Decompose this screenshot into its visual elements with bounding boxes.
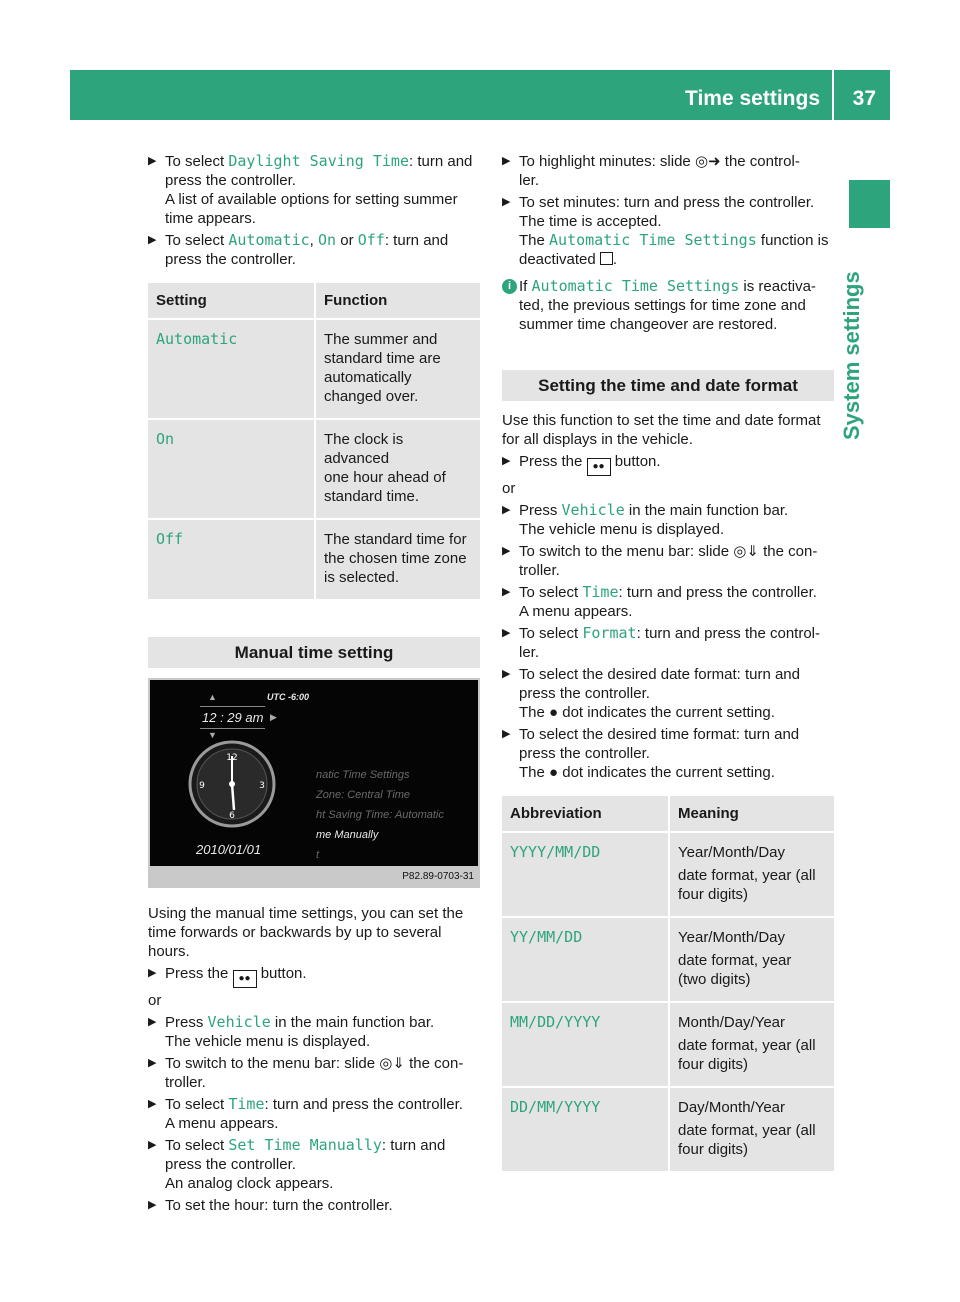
step-arrow-icon: ▶ (502, 504, 511, 516)
figure-caption: P82.89-0703-31 (402, 871, 474, 882)
table-cell-code: MM/DD/YYYY (510, 1013, 601, 1031)
step-arrow-icon: ▶ (148, 1139, 157, 1151)
menu-line: Zone: Central Time (316, 789, 411, 801)
option-off: Off (357, 231, 385, 249)
time-readout: 12 : 29 am (200, 706, 265, 729)
car-button-icon: ●● (233, 970, 257, 988)
step-time-format: ▶ To select the desired time format: turn and press the controller. The ● dot indicates the current setting. (502, 726, 800, 781)
menu-item-time: Time (582, 583, 619, 601)
step-date-format: ▶ To select the desired date format: turn and press the controller. The ● dot indicates the current setting. (502, 666, 800, 721)
clock-digit: 12 (226, 753, 238, 763)
right-column (502, 152, 834, 1171)
step-arrow-icon: ▶ (148, 1098, 157, 1110)
menu-item-automatic-time-settings: Automatic Time Settings (531, 277, 740, 295)
step-arrow-icon: ▶ (148, 1199, 157, 1211)
table-header-cell: Meaning (669, 796, 834, 832)
step-set-hour: ▶ To set the hour: turn the controller. (148, 1197, 393, 1214)
step-switch-menu-bar: ▶ To switch to the menu bar: slide ◎⇓ the con- troller. (502, 543, 818, 579)
page-title: Time settings (685, 87, 820, 110)
step-highlight-minutes: ▶ To highlight minutes: slide ◎➜ the control- ler. (502, 153, 800, 189)
clock-digit: 6 (229, 811, 235, 821)
table-cell-code: YY/MM/DD (510, 928, 583, 946)
step-arrow-icon: ▶ (502, 545, 511, 557)
table-row: On The clock is advanced one hour ahead of standard time. (148, 419, 480, 519)
table-cell-code: Off (156, 530, 184, 548)
menu-item-set-time-manually: Set Time Manually (228, 1136, 382, 1154)
setting-function-table (148, 283, 480, 599)
menu-line: t (316, 849, 320, 861)
table-row: MM/DD/YYYY Month/Day/Year date format, year (all four digits) (502, 1002, 834, 1087)
side-tab-label: System settings (839, 271, 864, 440)
display-screen (150, 680, 478, 866)
step-switch-menu-bar: ▶ To switch to the menu bar: slide ◎⇓ the con- troller. (148, 1055, 464, 1091)
menu-item-time: Time (228, 1095, 265, 1113)
step-daylight-saving: ▶ To select Daylight Saving Time: turn and press the controller. A list of available options for setting summer time appears. (148, 152, 473, 227)
utc-offset: UTC -6:00 (267, 692, 310, 702)
checkbox-unchecked-icon (600, 252, 613, 265)
step-arrow-icon: ▶ (502, 196, 511, 208)
controller-slide-down-icon: ◎⇓ (379, 1055, 405, 1072)
side-tab-block (849, 180, 890, 228)
info-icon: i (502, 279, 517, 294)
controller-slide-right-icon: ◎➜ (694, 153, 721, 170)
step-set-time-manually: ▶ To select Set Time Manually: turn and press the controller. An analog clock appears. (148, 1136, 446, 1192)
menu-item-format: Format (582, 624, 637, 642)
step-vehicle: ▶ Press Vehicle in the main function bar. The vehicle menu is displayed. (148, 1013, 435, 1050)
analog-clock-icon (188, 740, 276, 828)
table-cell-code: YYYY/MM/DD (510, 843, 601, 861)
step-arrow-icon: ▶ (148, 155, 157, 167)
table-header-row (502, 796, 834, 832)
step-select-format: ▶ To select Format: turn and press the control- ler. (502, 624, 820, 661)
section-title-time-date-format: Setting the time and date format (502, 370, 834, 401)
bullet-dot-icon: ● (549, 704, 559, 721)
left-column (148, 152, 480, 1218)
menu-line: natic Time Settings (316, 769, 410, 781)
table-cell-code: On (156, 430, 175, 448)
option-automatic: Automatic (228, 231, 310, 249)
abbreviation-meaning-table (502, 796, 834, 1171)
screenshot-figure (148, 678, 480, 888)
step-arrow-icon: ▶ (502, 668, 511, 680)
or-text: or (502, 480, 516, 497)
step-select-option: ▶ To select Automatic, On or Off: turn and press the controller. (148, 231, 449, 268)
step-arrow-icon: ▶ (148, 1057, 157, 1069)
table-header-cell: Abbreviation (502, 796, 669, 832)
step-arrow-icon: ▶ (502, 586, 511, 598)
section-title-manual-time: Manual time setting (148, 637, 480, 668)
step-arrow-icon: ▶ (502, 155, 511, 167)
step-arrow-icon: ▶ (502, 627, 511, 639)
table-header-cell: Setting (148, 283, 315, 319)
page-number: 37 (852, 87, 876, 110)
step-set-minutes: ▶ To set minutes: turn and press the controller. The time is accepted. The Automatic Time Settings function is deactivated . (502, 194, 829, 268)
menu-item-daylight-saving-time: Daylight Saving Time (228, 152, 409, 170)
or-text: or (148, 992, 162, 1009)
table-header-cell: Function (315, 283, 480, 319)
step-select-time: ▶ To select Time: turn and press the controller. A menu appears. (148, 1095, 463, 1132)
header-divider (832, 70, 834, 120)
table-header-row (148, 283, 480, 319)
menu-item-vehicle: Vehicle (561, 501, 625, 519)
step-arrow-icon: ▶ (502, 728, 511, 740)
date-readout: 2010/01/01 (196, 842, 262, 857)
controller-slide-down-icon: ◎⇓ (733, 543, 759, 560)
table-row: Automatic The summer and standard time are automatically changed over. (148, 319, 480, 419)
clock-digit: 9 (199, 781, 205, 791)
step-select-time: ▶ To select Time: turn and press the controller. A menu appears. (502, 583, 817, 620)
page-header (70, 70, 890, 120)
menu-item-automatic-time-settings: Automatic Time Settings (549, 231, 757, 249)
step-press-button: ▶ Press the ●● button. (148, 964, 480, 988)
car-button-icon: ●● (587, 458, 611, 476)
table-cell-code: Automatic (156, 330, 238, 348)
table-row: DD/MM/YYYY Day/Month/Year date format, year (all four digits) (502, 1087, 834, 1171)
up-arrow-icon: ▲ (208, 692, 217, 702)
bullet-dot-icon: ● (549, 764, 559, 781)
table-row: YYYY/MM/DD Year/Month/Day date format, year (all four digits) (502, 832, 834, 917)
table-cell-code: DD/MM/YYYY (510, 1098, 601, 1116)
clock-digit: 3 (259, 781, 265, 791)
step-arrow-icon: ▶ (148, 1016, 157, 1028)
info-note: i If Automatic Time Settings is reactiva- ted, the previous settings for time zone and summer time changeover are restored. (502, 277, 834, 334)
menu-item-vehicle: Vehicle (207, 1013, 271, 1031)
down-arrow-icon: ▼ (208, 730, 217, 740)
intro-paragraph: Use this function to set the time and date format for all displays in the vehicle. (502, 412, 821, 448)
step-arrow-icon: ▶ (502, 455, 511, 467)
table-row: YY/MM/DD Year/Month/Day date format, year (two digits) (502, 917, 834, 1002)
option-on: On (318, 231, 337, 249)
table-row: Off The standard time for the chosen time zone is selected. (148, 519, 480, 599)
menu-line-selected: me Manually (316, 829, 379, 841)
step-press-button: ▶ Press the ●● button. (502, 452, 834, 476)
menu-line: ht Saving Time: Automatic (316, 809, 444, 821)
right-arrow-icon: ▶ (270, 712, 277, 722)
step-vehicle: ▶ Press Vehicle in the main function bar. The vehicle menu is displayed. (502, 501, 789, 538)
intro-paragraph: Using the manual time settings, you can set the time forwards or backwards by up to several hours. (148, 905, 464, 960)
step-arrow-icon: ▶ (148, 234, 157, 246)
step-arrow-icon: ▶ (148, 967, 157, 979)
